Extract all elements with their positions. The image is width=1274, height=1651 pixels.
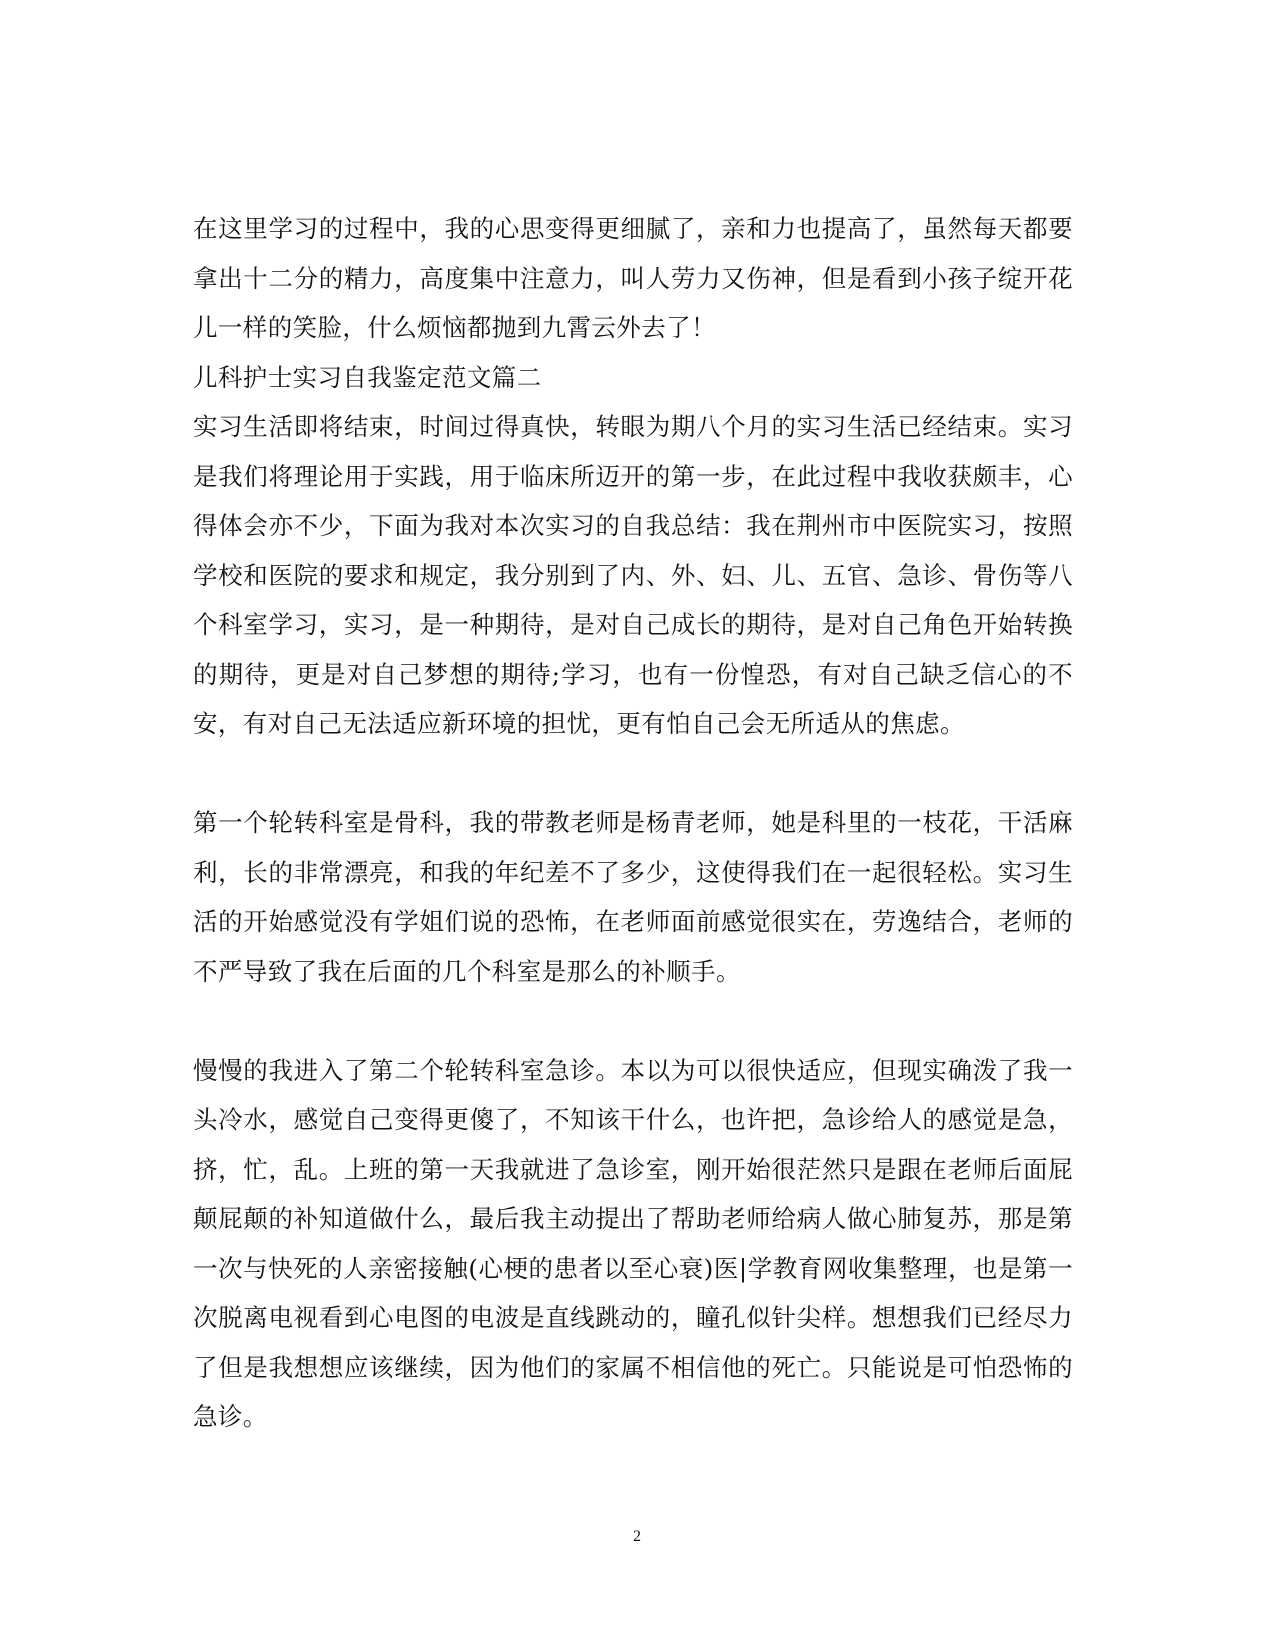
- paragraph-3: 第一个轮转科室是骨科，我的带教老师是杨青老师，她是科里的一枝花，干活麻利，长的非常漂亮，和我的年纪差不了多少，这使得我们在一起很轻松。实习生活的开始感觉没有学姐们说的恐怖，在老师面前感觉很实在，劳逸结合，老师的不严导致了我在后面的几个科室是那么的补顺手。: [193, 808, 1073, 986]
- paragraph-4: 慢慢的我进入了第二个轮转科室急诊。本以为可以很快适应，但现实确泼了我一头冷水，感觉自己变得更傻了，不知该干什么，也许把，急诊给人的感觉是急，挤，忙，乱。上班的第一天我就进了急诊室，刚开始很茫然只是跟在老师后面屁颠屁颠的补知道做什么，最后我主动提出了帮助老师给病人做心肺复苏，那是第一次与快死的人亲密接触(心梗的患者以至心衰)医|学教育网收集整理，也是第一次脱离电视看到心电图的电波是直线跳动的，瞳孔似针尖样。想想我们已经尽力了但是我想想应该继续，因为他们的家属不相信他的死亡。只能说是可怕恐怖的急诊。: [193, 1055, 1073, 1431]
- document-body: [193, 204, 1073, 1442]
- page-number: 2: [633, 1528, 641, 1545]
- paragraph-1: 在这里学习的过程中，我的心思变得更细腻了，亲和力也提高了，虽然每天都要拿出十二分的精力，高度集中注意力，叫人劳力又伤神，但是看到小孩子绽开花儿一样的笑脸，什么烦恼都抛到九霄云外去了！: [193, 214, 1073, 342]
- paragraph-2: 实习生活即将结束，时间过得真快，转眼为期八个月的实习生活已经结束。实习是我们将理论用于实践，用于临床所迈开的第一步，在此过程中我收获颇丰，心得体会亦不少，下面为我对本次实习的自我总结：我在荆州市中医院实习，按照学校和医院的要求和规定，我分别到了内、外、妇、儿、五官、急诊、骨伤等八个科室学习，实习，是一种期待，是对自己成长的期待，是对自己角色开始转换的期待，更是对自己梦想的期待;学习，也有一份惶恐，有对自己缺乏信心的不安，有对自己无法适应新环境的担忧，更有怕自己会无所适从的焦虑。: [193, 412, 1073, 738]
- paragraph-spacer: [193, 749, 1073, 799]
- section-heading: 儿科护士实习自我鉴定范文篇二: [193, 362, 542, 392]
- paragraph-spacer: [193, 996, 1073, 1046]
